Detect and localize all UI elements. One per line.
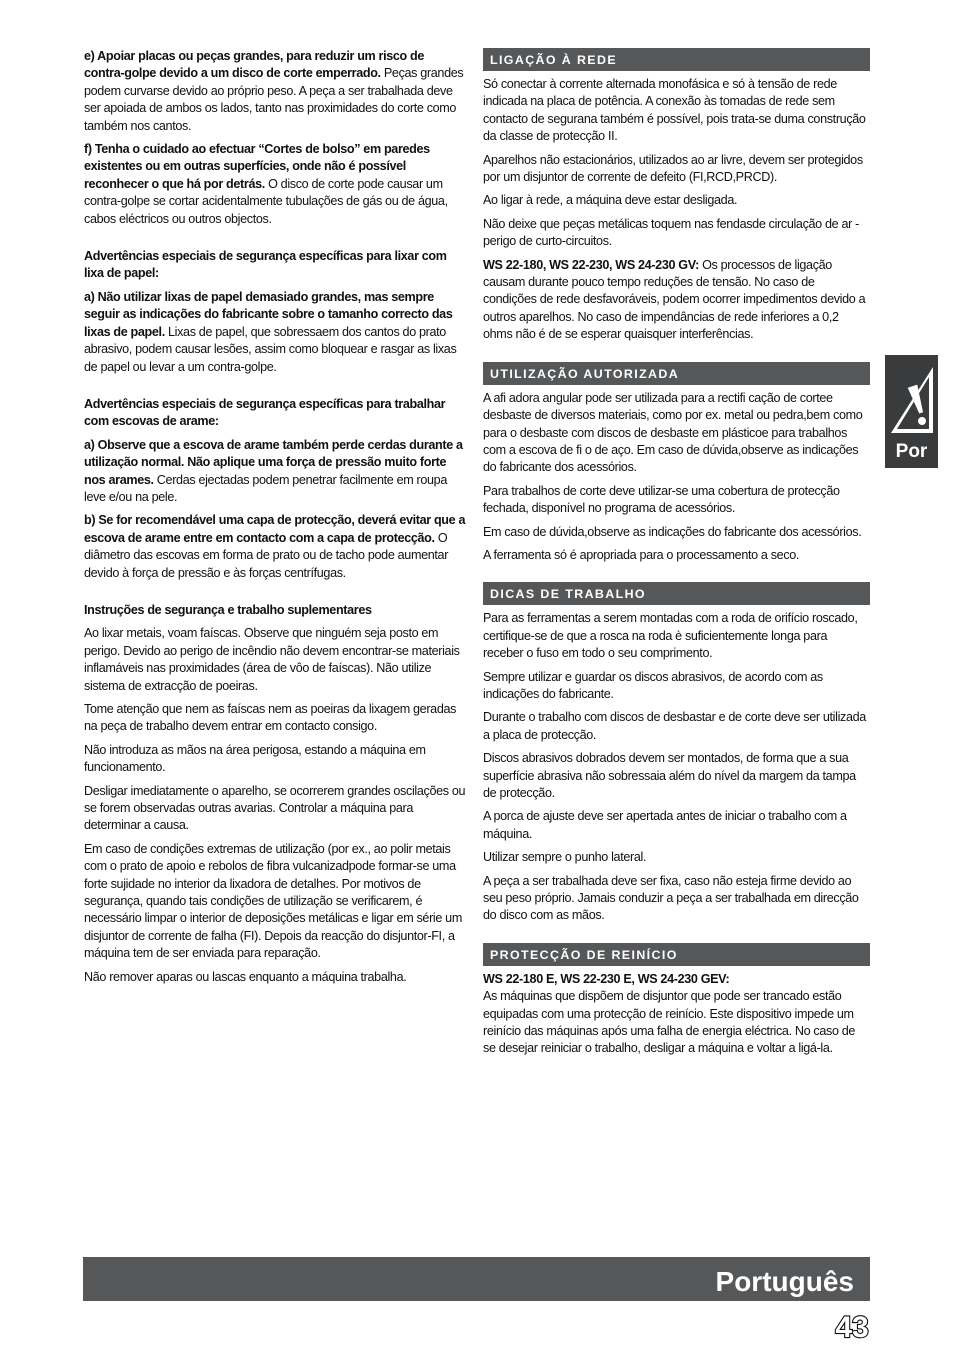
paragraph-brush-a: a) Observe que a escova de arame também perde cerdas durante a utilização normal. Não aplique uma força de pressão muito forte nos arames. Cerdas ejectadas podem penetrar facilmente em roupa leve e/ou na pele. (84, 437, 463, 504)
paragraph-sandpaper-a: a) Não utilizar lixas de papel demasiado grandes, mas sempre seguir as indicações do fabricante sobre o tamanho correcto das lixas de papel. Lixas de papel, que sobressaem dos cantos do prato abrasivo, podem causar lesões, assim como bloquear e rasgar as lixas de papel ou levar a um contra-golpe. (84, 289, 457, 374)
left-column (84, 48, 466, 992)
restart-p2: As máquinas que dispõem de disjuntor que pode ser trancado estão equipadas com uma protecção de reinício. Este dispositivo impede um reinício das máquinas após uma falha de energia eléctrica. No caso de se desejar reiniciar o trabalho, desligar a máquina e voltar a ligá-la. (483, 989, 856, 1056)
footer-language-title: Português (715, 1266, 854, 1297)
use-p2: Para trabalhos de corte deve utilizar-se uma cobertura de protecção fechada, disponível no programa de acessórios. (483, 483, 840, 516)
tips-p4: Discos abrasivos dobrados devem ser montados, de forma que a sua superfície abrasiva não sobressaia além do nível da margem da tampa de protecção. (483, 751, 856, 800)
heading-supplementary: Instruções de segurança e trabalho suplementares (84, 602, 372, 617)
warning-icon (889, 363, 935, 435)
language-code: Por (895, 441, 928, 462)
section-header-authorized-use: UTILIZAÇÃO AUTORIZADA (483, 362, 870, 385)
tips-p3: Durante o trabalho com discos de desbastar e de corte deve ser utilizada a placa de protecção. (483, 710, 866, 742)
section-header-work-tips: DICAS DE TRABALHO (483, 582, 870, 605)
paragraph-brush-b: b) Se for recomendável uma capa de protecção, deverá evitar que a escova de arame entre em contacto com a capa de protecção. O diâmetro das escovas em forma de prato ou de tacho pode aumentar devido à força de pressão e às forças centrífugas. (84, 513, 466, 580)
tips-p1: Para as ferramentas a serem montadas com a roda de orifício roscado, certifique-se de que a rosca na roda è suficientemente longa para receber o fuso em todo o seu comprimento. (483, 611, 858, 661)
section-header-restart-protection: PROTECÇÃO DE REINÍCIO (483, 943, 870, 966)
footer-bar (83, 1257, 870, 1301)
right-column (483, 48, 870, 1064)
heading-sandpaper: Advertências especiais de segurança específicas para lixar com lixa de papel: (84, 249, 447, 281)
paragraph-e: e) Apoiar placas ou peças grandes, para reduzir um risco de contra-golpe devido a um disco de corte emperrado. Peças grandes podem curvarse devido ao próprio peso. A peça a ser trabalhada deve ser apoiada de ambos os lados, tanto nas proximidades do corte como também nos cantos. (84, 49, 464, 133)
use-p1: A afi adora angular pode ser utilizada para a rectifi cação de cortee desbaste de diversos materiais, como por ex. metal ou pedra,bem como para o desbaste com discos de desbaste em plásticoe para trabalhos com a escova de fi o de aço. Em caso de dúvida,observe as indicações do fabricante dos acessórios. (483, 390, 863, 475)
language-side-tab (885, 355, 938, 468)
paragraph-hands: Não introduza as mãos na área perigosa, estando a máquina em funcionamento. (84, 742, 426, 775)
tips-p5: A porca de ajuste deve ser apertada antes de iniciar o trabalho com a máquina. (483, 809, 847, 841)
restart-p1: WS 22-180 E, WS 22-230 E, WS 24-230 GEV: (483, 971, 730, 986)
section-header-mains: LIGAÇÃO À REDE (483, 48, 870, 71)
paragraph-chips: Não remover aparas ou lascas enquanto a máquina trabalha. (84, 969, 407, 984)
tips-p6: Utilizar sempre o punho lateral. (483, 850, 647, 865)
mains-p3: Ao ligar à rede, a máquina deve estar desligada. (483, 193, 738, 208)
mains-p4: Não deixe que peças metálicas toquem nas fendasde circulação de ar - perigo de curto-circuitos. (483, 216, 859, 249)
paragraph-extreme-conditions: Em caso de condições extremas de utilização (por ex., ao polir metais com o prato de apoio e rebolos de fibra vulcanizadpode formar-se uma forte sujidade no interior da lixadora de detalhes. Por motivos de segurança, quando tais condições de utilização se verificarem, é necessário limpar o interior de deposições metálicas e ligar em série um disjuntor de corrente de falha (FI). Depois da reacção do disjuntor-FI, a máquina tem de ser enviada para reparação. (84, 841, 462, 961)
paragraph-sparks: Ao lixar metais, voam faíscas. Observe que ninguém seja posto em perigo. Devido ao perigo de incêndio não devem encontrar-se materiais inflamáveis nas proximidades (área de vôo de faíscas). Não utilize sistema de extracção de poeiras. (84, 626, 460, 693)
heading-wire-brush: Advertências especiais de segurança específicas para trabalhar com escovas de arame: (84, 396, 446, 429)
paragraph-dust: Tome atenção que nem as faíscas nem as poeiras da lixagem geradas na peça de trabalho devem entrar em contacto consigo. (84, 702, 457, 734)
tips-p7: A peça a ser trabalhada deve ser fixa, caso não esteja firme devido ao seu peso próprio. Jamais conduzir a peça a ser trabalhada em direcção do disco com as mãos. (483, 873, 859, 923)
mains-p2: Aparelhos não estacionários, utilizados ao ar livre, devem ser protegidos por um disjuntor de corrente de defeito (FI,RCD,PRCD). (483, 152, 863, 185)
svg-text:43: 43 (835, 1311, 869, 1344)
tips-p2: Sempre utilizar e guardar os discos abrasivos, de acordo com as indicações do fabricante. (483, 669, 823, 701)
page-number (832, 1308, 872, 1344)
paragraph-oscillation: Desligar imediatamente o aparelho, se ocorrerem grandes oscilações ou se forem observadas outras avarias. Controlar a máquina para determinar a causa. (84, 783, 466, 833)
paragraph-f: f) Tenha o cuidado ao efectuar “Cortes de bolso” em paredes existentes ou em outras superfícies, onde não é possível reconhecer o que há por detrás. O disco de corte pode causar um contra-golpe se cortar acidentalmente tubulações de gás ou de água, cabos eléctricos ou outros objectos. (84, 142, 448, 226)
use-p3: Em caso de dúvida,observe as indicações do fabricante dos acessórios. (483, 524, 862, 539)
use-p4: A ferramenta só é apropriada para o processamento a seco. (483, 547, 800, 562)
mains-p5: WS 22-180, WS 22-230, WS 24-230 GV: Os processos de ligação causam durante pouco tempo reduções de tensão. No caso de condições de rede desfavoráveis, podem ocorrer impedimentos devido a outros aparelhos. No caso de impendâncias de rede inferiores a 0,2 ohms não é de se esperar quaisquer interferências. (483, 257, 866, 342)
mains-p1: Só conectar à corrente alternada monofásica e só à tensão de rede indicada na placa de potência. A conexão às tomadas de rede sem contacto de segurana também é possível, pois trata-se duma construção da classe de protecção II. (483, 77, 866, 144)
